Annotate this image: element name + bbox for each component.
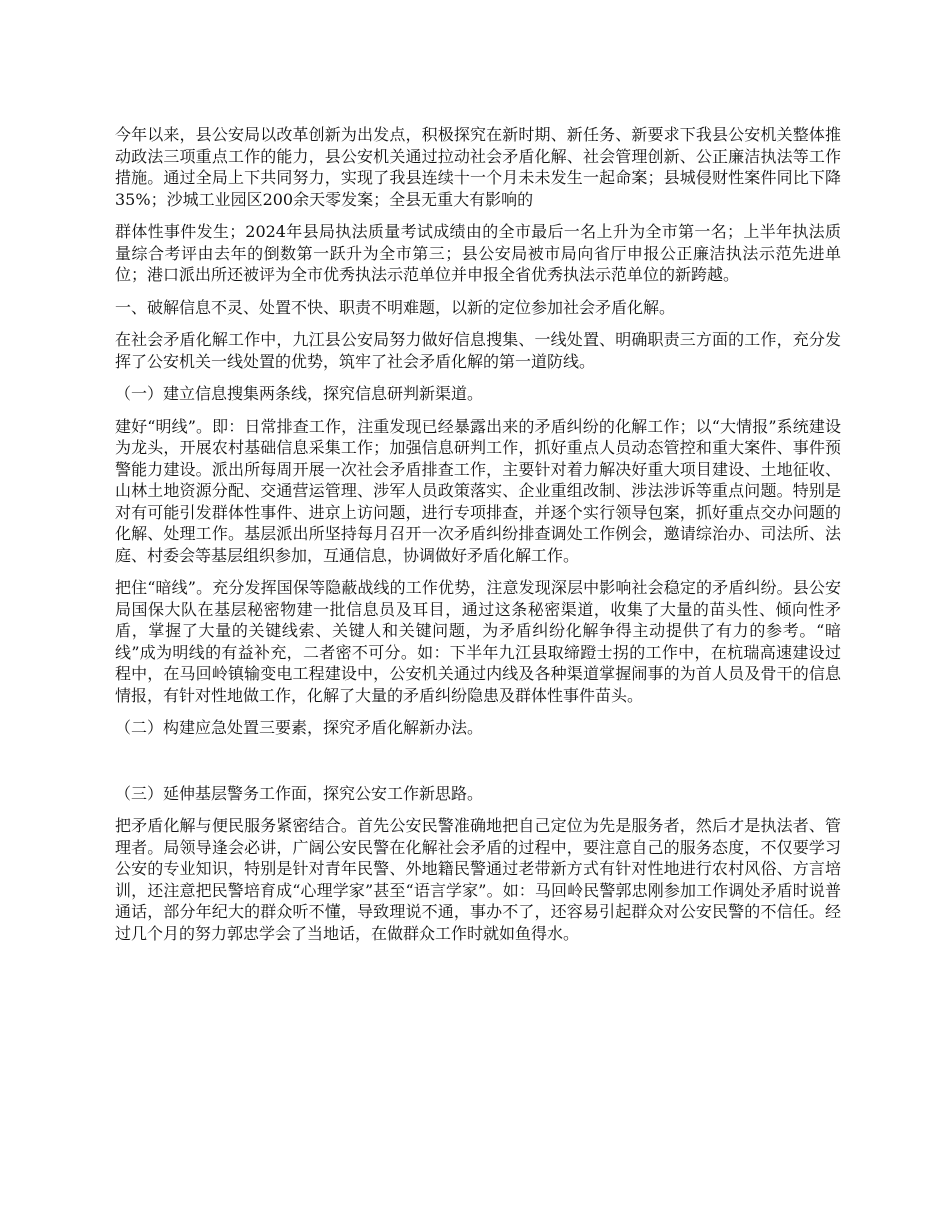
blank-space — [115, 750, 841, 783]
hidden-line-paragraph: 把住“暗线”。充分发挥国保等隐蔽战线的工作优势，注意发现深层中影响社会稳定的矛盾纠纷。县公安局国保大队在基层秘密物建一批信息员及耳目，通过这条秘密渠道，收集了大量的苗头性、倾向性矛盾，掌握了大量的关键线索、关键人和关键问题，为矛盾纠纷化解争得主动提供了有力的参考。“暗线”成为明线的有益补充，二者密不可分。如：下半年九江县取缔蹬士拐的工作中，在杭瑞高速建设过程中，在马回岭镇输变电工程建设中，公安机关通过内线及各种渠道掌握闹事的为首人员及骨干的信息情报，有针对性地做工作，化解了大量的矛盾纠纷隐患及群体性事件苗头。 — [115, 578, 841, 705]
service-paragraph: 把矛盾化解与便民服务紧密结合。首先公安民警准确地把自己定位为先是服务者，然后才是执法者、管理者。局领导逢会必讲，广阔公安民警在化解社会矛盾的过程中，要注意自己的服务态度，不仅要学习公安的专业知识，特别是针对青年民警、外地籍民警通过老带新方式有针对性地进行农村风俗、方言培训，还注意把民警培育成“心理学家”甚至“语言学家”。如：马回岭民警郭忠刚参加工作调处矛盾时说普通话，部分年纪大的群众听不懂，导致理说不通，事办不了，还容易引起群众对公安民警的不信任。经过几个月的努力郭忠学会了当地话，在做群众工作时就如鱼得水。 — [115, 816, 841, 943]
section-heading-1: 一、破解信息不灵、处置不快、职责不明难题，以新的定位参加社会矛盾化解。 — [115, 297, 676, 317]
intro-paragraph: 今年以来，县公安局以改革创新为出发点，积极探究在新时期、新任务、新要求下我县公安机关整体推动政法三项重点工作的能力，县公安机关通过拉动社会矛盾化解、社会管理创新、公正廉洁执法等工作措施。通过全局上下共同努力，实现了我县连续十一个月未未发生一起命案；县城侵财性案件同比下降35%；沙城工业园区200余天零发案；全县无重大有影响的 — [115, 125, 841, 209]
subsection-heading-3: （三）延伸基层警务工作面，探究公安工作新思路。 — [115, 783, 484, 803]
results-paragraph: 群体性事件发生；2024年县局执法质量考试成绩由的全市最后一名上升为全市第一名；上半年执法质量综合考评由去年的倒数第一跃升为全市第三；县公安局被市局向省厅申报公正廉洁执法示范先进单位；港口派出所还被评为全市优秀执法示范单位并申报全省优秀执法示范单位的新跨越。 — [115, 222, 841, 284]
section-1-intro-paragraph: 在社会矛盾化解工作中，九江县公安局努力做好信息搜集、一线处置、明确职责三方面的工作，充分发挥了公安机关一线处置的优势，筑牢了社会矛盾化解的第一道防线。 — [115, 330, 841, 371]
subsection-heading-1: （一）建立信息搜集两条线，探究信息研判新渠道。 — [115, 384, 484, 403]
open-line-paragraph: 建好“明线”。即：日常排查工作，注重发现已经暴露出来的矛盾纠纷的化解工作；以“大情报”系统建设为龙头，开展农村基础信息采集工作；加强信息研判工作，抓好重点人员动态管控和重大案件、事件预警能力建设。派出所每周开展一次社会矛盾排查工作，主要针对着力解决好重大项目建设、土地征收、山林土地资源分配、交通营运管理、涉军人员政策落实、企业重组改制、涉法涉诉等重点问题。特别是对有可能引发群体性事件、进京上访问题，进行专项排查，并逐个实行领导包案，抓好重点交办问题的化解、处理工作。基层派出所坚持每月召开一次矛盾纠纷排查调处工作例会，邀请综治办、司法所、法庭、村委会等基层组织参加，互通信息，协调做好矛盾化解工作。 — [115, 416, 841, 565]
document-body — [115, 124, 841, 955]
subsection-heading-2: （二）构建应急处置三要素，探究矛盾化解新办法。 — [115, 718, 484, 737]
